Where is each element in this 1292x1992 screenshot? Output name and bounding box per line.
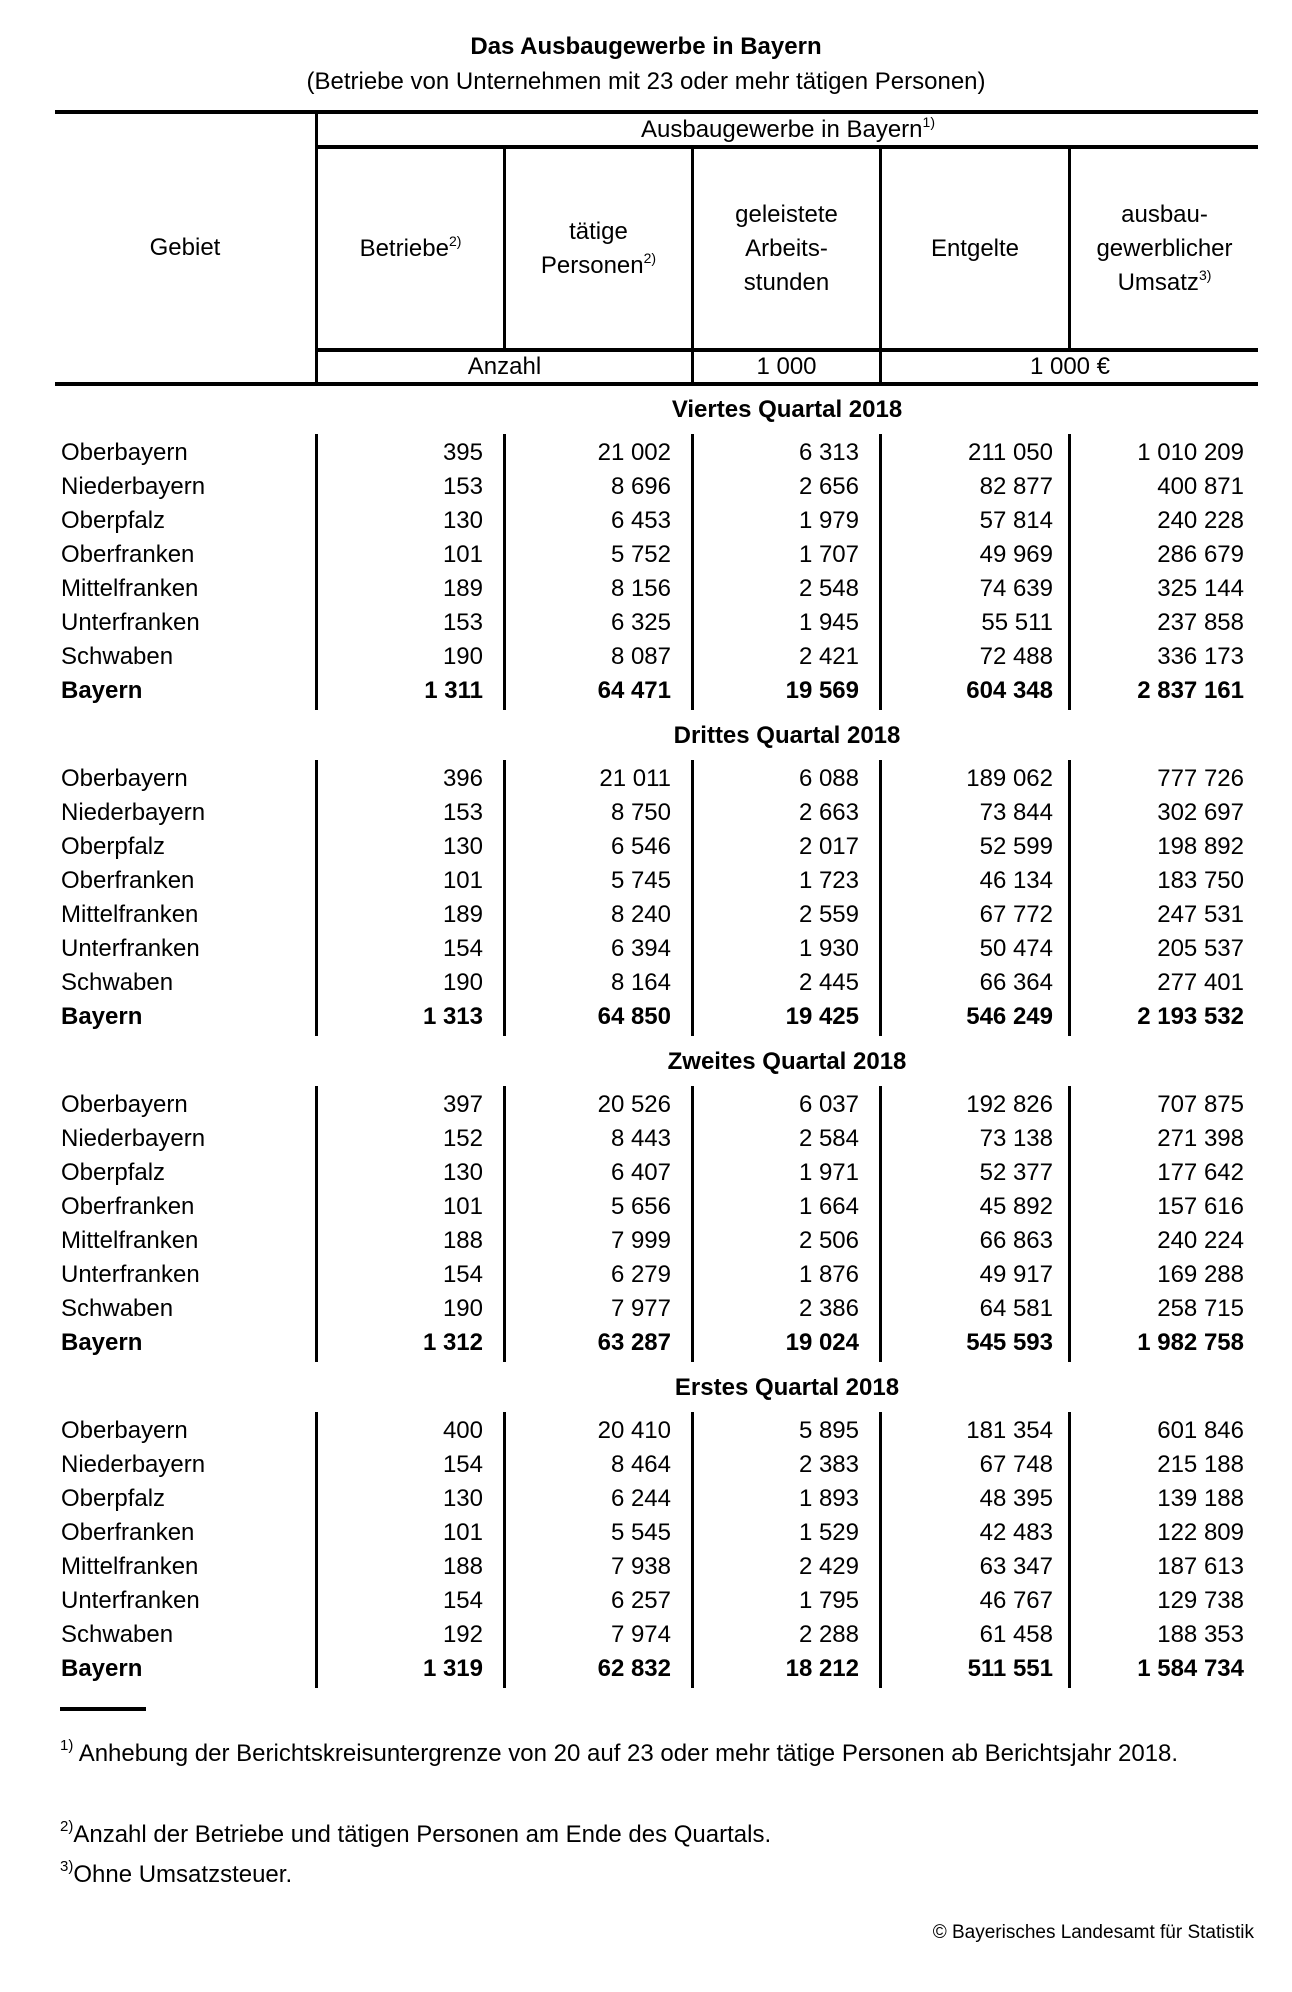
cell-value: 604 348 <box>966 677 1053 704</box>
cell-value: 396 <box>442 765 483 792</box>
cell-value: 1 312 <box>422 1329 483 1356</box>
cell-value: 336 173 <box>1157 643 1244 670</box>
cell-value: 82 877 <box>979 473 1053 500</box>
cell-value: 5 752 <box>610 541 671 568</box>
cell-value: 130 <box>442 1485 483 1512</box>
cell-value: 189 062 <box>966 765 1053 792</box>
cell-value: 8 750 <box>610 799 671 826</box>
footnote-2: $^{2)}$Anzahl der Betriebe und tätigen Personen am Ende des Quartals. <box>60 1818 772 1848</box>
cell-value: 240 228 <box>1157 507 1244 534</box>
cell-value: 8 696 <box>610 473 671 500</box>
cell-value: 1 664 <box>798 1193 859 1220</box>
cell-value: 188 <box>442 1227 483 1254</box>
cell-gebiet: Oberfranken <box>61 1193 195 1220</box>
cell-value: 190 <box>442 1295 483 1322</box>
cell-value: 247 531 <box>1157 901 1244 928</box>
cell-value: 8 464 <box>610 1451 671 1478</box>
cell-gebiet: Oberbayern <box>61 439 188 466</box>
table-row <box>0 1414 1292 1448</box>
page-title: Das Ausbaugewerbe in Bayern <box>470 33 822 60</box>
cell-gebiet: Niederbayern <box>61 1125 206 1152</box>
cell-gebiet: Bayern <box>61 677 143 704</box>
unit-1000: 1 000 <box>756 353 817 380</box>
cell-value: 192 826 <box>966 1091 1053 1118</box>
cell-value: 72 488 <box>979 643 1053 670</box>
cell-value: 5 745 <box>610 867 671 894</box>
cell-value: 192 <box>442 1621 483 1648</box>
cell-value: 7 977 <box>610 1295 671 1322</box>
table-row <box>0 898 1292 932</box>
table-row <box>0 830 1292 864</box>
cell-value: 6 546 <box>610 833 671 860</box>
cell-value: 8 164 <box>610 969 671 996</box>
cell-value: 5 656 <box>610 1193 671 1220</box>
cell-value: 21 002 <box>597 439 671 466</box>
page-subtitle: (Betriebe von Unternehmen mit 23 oder mehr tätigen Personen) <box>306 68 986 95</box>
cell-value: 2 288 <box>798 1621 859 1648</box>
table-row <box>0 538 1292 572</box>
cell-gebiet: Schwaben <box>61 969 174 996</box>
cell-gebiet: Schwaben <box>61 1621 174 1648</box>
cell-value: 189 <box>442 575 483 602</box>
cell-value: 6 037 <box>798 1091 859 1118</box>
cell-value: 1 723 <box>798 867 859 894</box>
table-row <box>0 1448 1292 1482</box>
cell-value: 1 876 <box>798 1261 859 1288</box>
cell-value: 130 <box>442 833 483 860</box>
cell-value: 122 809 <box>1157 1519 1244 1546</box>
cell-value: 20 526 <box>597 1091 671 1118</box>
cell-value: 1 707 <box>798 541 859 568</box>
table-row <box>0 1156 1292 1190</box>
cell-value: 177 642 <box>1157 1159 1244 1186</box>
cell-value: 50 474 <box>979 935 1053 962</box>
cell-value: 157 616 <box>1157 1193 1244 1220</box>
table-row <box>0 796 1292 830</box>
cell-value: 258 715 <box>1157 1295 1244 1322</box>
copyright: © Bayerisches Landesamt für Statistik <box>932 1922 1254 1943</box>
cell-gebiet: Unterfranken <box>61 609 200 636</box>
cell-value: 8 443 <box>610 1125 671 1152</box>
cell-value: 325 144 <box>1157 575 1244 602</box>
cell-value: 153 <box>442 609 483 636</box>
header-gebiet: Gebiet <box>149 234 221 261</box>
cell-value: 5 545 <box>610 1519 671 1546</box>
cell-gebiet: Oberfranken <box>61 1519 195 1546</box>
table-row <box>0 470 1292 504</box>
cell-gebiet: Oberbayern <box>61 765 188 792</box>
cell-gebiet: Oberpfalz <box>61 507 166 534</box>
header-group: Ausbaugewerbe in Bayern$^{1)}$ <box>641 113 935 143</box>
cell-value: 198 892 <box>1157 833 1244 860</box>
cell-value: 6 088 <box>798 765 859 792</box>
cell-gebiet: Oberpfalz <box>61 1485 166 1512</box>
table-row <box>0 1088 1292 1122</box>
cell-value: 66 364 <box>979 969 1053 996</box>
cell-value: 8 156 <box>610 575 671 602</box>
cell-value: 153 <box>442 473 483 500</box>
cell-value: 8 087 <box>610 643 671 670</box>
cell-value: 188 353 <box>1157 1621 1244 1648</box>
cell-value: 277 401 <box>1157 969 1244 996</box>
cell-value: 2 421 <box>798 643 859 670</box>
cell-value: 42 483 <box>979 1519 1053 1546</box>
cell-value: 5 895 <box>798 1417 859 1444</box>
table-row <box>0 1516 1292 1550</box>
cell-value: 546 249 <box>966 1003 1053 1030</box>
cell-gebiet: Oberbayern <box>61 1417 188 1444</box>
cell-gebiet: Mittelfranken <box>61 901 199 928</box>
table-row <box>0 1292 1292 1326</box>
cell-value: 183 750 <box>1157 867 1244 894</box>
table-row <box>0 966 1292 1000</box>
cell-value: 2 193 532 <box>1137 1003 1244 1030</box>
cell-gebiet: Niederbayern <box>61 799 206 826</box>
cell-gebiet: Mittelfranken <box>61 575 199 602</box>
table-row <box>0 1224 1292 1258</box>
cell-value: 1 311 <box>424 677 483 704</box>
cell-value: 211 050 <box>968 439 1053 466</box>
cell-value: 18 212 <box>785 1655 859 1682</box>
cell-value: 1 982 758 <box>1137 1329 1244 1356</box>
cell-value: 67 772 <box>979 901 1053 928</box>
cell-value: 61 458 <box>979 1621 1053 1648</box>
cell-value: 2 559 <box>798 901 859 928</box>
cell-gebiet: Niederbayern <box>61 1451 206 1478</box>
cell-value: 101 <box>442 1519 483 1546</box>
cell-gebiet: Bayern <box>61 1003 143 1030</box>
cell-gebiet: Mittelfranken <box>61 1227 199 1254</box>
cell-value: 19 425 <box>785 1003 859 1030</box>
cell-value: 2 548 <box>798 575 859 602</box>
cell-value: 188 <box>442 1553 483 1580</box>
unit-1000-euro: 1 000 € <box>1029 353 1111 380</box>
cell-value: 6 244 <box>610 1485 671 1512</box>
cell-value: 73 138 <box>979 1125 1053 1152</box>
cell-gebiet: Oberbayern <box>61 1091 188 1118</box>
cell-gebiet: Unterfranken <box>61 935 200 962</box>
cell-value: 1 319 <box>422 1655 483 1682</box>
cell-value: 511 551 <box>967 1655 1053 1682</box>
cell-value: 2 383 <box>798 1451 859 1478</box>
cell-value: 545 593 <box>966 1329 1053 1356</box>
cell-value: 2 429 <box>798 1553 859 1580</box>
cell-gebiet: Niederbayern <box>61 473 206 500</box>
cell-value: 101 <box>442 541 483 568</box>
cell-value: 153 <box>442 799 483 826</box>
cell-value: 6 313 <box>798 439 859 466</box>
cell-value: 49 917 <box>979 1261 1053 1288</box>
cell-value: 101 <box>442 867 483 894</box>
cell-value: 205 537 <box>1157 935 1244 962</box>
section-title: Zweites Quartal 2018 <box>667 1048 907 1075</box>
section-title: Drittes Quartal 2018 <box>673 722 901 749</box>
cell-gebiet: Schwaben <box>61 1295 174 1322</box>
cell-gebiet: Schwaben <box>61 643 174 670</box>
cell-value: 190 <box>442 969 483 996</box>
cell-value: 152 <box>442 1125 483 1152</box>
cell-value: 46 767 <box>979 1587 1053 1614</box>
cell-value: 1 529 <box>798 1519 859 1546</box>
cell-value: 400 <box>442 1417 483 1444</box>
cell-value: 57 814 <box>979 507 1053 534</box>
cell-value: 64 471 <box>597 677 671 704</box>
cell-value: 6 453 <box>610 507 671 534</box>
cell-value: 48 395 <box>979 1485 1053 1512</box>
table-row <box>0 1550 1292 1584</box>
table-row-total <box>0 1326 1292 1360</box>
cell-value: 19 024 <box>785 1329 859 1356</box>
table-row-total <box>0 1652 1292 1686</box>
table-row <box>0 1122 1292 1156</box>
cell-gebiet: Bayern <box>61 1655 143 1682</box>
cell-value: 66 863 <box>979 1227 1053 1254</box>
cell-gebiet: Oberpfalz <box>61 1159 166 1186</box>
cell-gebiet: Oberfranken <box>61 867 195 894</box>
cell-value: 64 850 <box>597 1003 671 1030</box>
header-umsatz: ausbau- gewerblicher Umsatz$^{3)}$ <box>1096 200 1233 296</box>
unit-anzahl: Anzahl <box>467 353 542 380</box>
cell-gebiet: Oberfranken <box>61 541 195 568</box>
cell-value: 2 663 <box>798 799 859 826</box>
cell-value: 181 354 <box>966 1417 1053 1444</box>
cell-value: 21 011 <box>599 765 671 792</box>
cell-value: 1 010 209 <box>1137 439 1244 466</box>
cell-value: 1 979 <box>798 507 859 534</box>
footnote-rule <box>60 1707 146 1711</box>
cell-value: 64 581 <box>979 1295 1053 1322</box>
cell-value: 400 871 <box>1157 473 1244 500</box>
cell-value: 74 639 <box>979 575 1053 602</box>
cell-value: 1 313 <box>422 1003 483 1030</box>
cell-value: 777 726 <box>1157 765 1244 792</box>
cell-value: 286 679 <box>1157 541 1244 568</box>
cell-value: 7 974 <box>610 1621 671 1648</box>
cell-value: 62 832 <box>597 1655 671 1682</box>
cell-value: 1 971 <box>798 1159 859 1186</box>
cell-value: 55 511 <box>981 609 1053 636</box>
table-row <box>0 932 1292 966</box>
table-row <box>0 504 1292 538</box>
cell-gebiet: Bayern <box>61 1329 143 1356</box>
cell-value: 271 398 <box>1157 1125 1244 1152</box>
cell-value: 2 837 161 <box>1137 677 1244 704</box>
cell-value: 130 <box>442 507 483 534</box>
cell-value: 1 930 <box>798 935 859 962</box>
section-title: Erstes Quartal 2018 <box>674 1374 900 1401</box>
cell-value: 6 279 <box>610 1261 671 1288</box>
cell-value: 45 892 <box>979 1193 1053 1220</box>
cell-value: 8 240 <box>610 901 671 928</box>
cell-value: 1 945 <box>798 609 859 636</box>
cell-value: 49 969 <box>979 541 1053 568</box>
cell-value: 189 <box>442 901 483 928</box>
header-arbeitsstunden: geleistete Arbeits- stunden <box>735 200 838 296</box>
table-row <box>0 762 1292 796</box>
table-row <box>0 436 1292 470</box>
cell-value: 6 257 <box>610 1587 671 1614</box>
table-row <box>0 1618 1292 1652</box>
cell-value: 52 599 <box>979 833 1053 860</box>
header-taetige-personen: tätige Personen$^{2)}$ <box>540 217 657 279</box>
cell-value: 6 407 <box>610 1159 671 1186</box>
cell-value: 237 858 <box>1157 609 1244 636</box>
cell-value: 601 846 <box>1157 1417 1244 1444</box>
cell-value: 2 386 <box>798 1295 859 1322</box>
cell-gebiet: Unterfranken <box>61 1261 200 1288</box>
cell-value: 154 <box>442 1261 483 1288</box>
table-row-total <box>0 1000 1292 1034</box>
cell-value: 19 569 <box>785 677 859 704</box>
header-entgelte: Entgelte <box>930 234 1020 262</box>
cell-gebiet: Mittelfranken <box>61 1553 199 1580</box>
cell-value: 1 584 734 <box>1137 1655 1244 1682</box>
cell-value: 6 325 <box>610 609 671 636</box>
cell-value: 302 697 <box>1157 799 1244 826</box>
cell-value: 707 875 <box>1157 1091 1244 1118</box>
footnote-1: $^{1)}$ Anhebung der Berichtskreisuntergrenze von 20 auf 23 oder mehr tätige Personen ab Berichtsjahr 2018. <box>60 1737 1179 1767</box>
section-title: Viertes Quartal 2018 <box>671 396 903 423</box>
cell-value: 7 938 <box>610 1553 671 1580</box>
cell-value: 395 <box>442 439 483 466</box>
cell-value: 52 377 <box>979 1159 1053 1186</box>
table-row <box>0 1482 1292 1516</box>
cell-value: 46 134 <box>979 867 1053 894</box>
table-row <box>0 572 1292 606</box>
table-row <box>0 640 1292 674</box>
cell-value: 154 <box>442 935 483 962</box>
cell-value: 2 584 <box>798 1125 859 1152</box>
cell-gebiet: Unterfranken <box>61 1587 200 1614</box>
cell-gebiet: Oberpfalz <box>61 833 166 860</box>
table-row <box>0 606 1292 640</box>
cell-value: 2 017 <box>798 833 859 860</box>
table-row-total <box>0 674 1292 708</box>
cell-value: 73 844 <box>979 799 1053 826</box>
cell-value: 1 795 <box>798 1587 859 1614</box>
footnote-3: $^{3)}$Ohne Umsatzsteuer. <box>60 1858 293 1888</box>
cell-value: 240 224 <box>1157 1227 1244 1254</box>
cell-value: 130 <box>442 1159 483 1186</box>
cell-value: 2 656 <box>798 473 859 500</box>
cell-value: 187 613 <box>1157 1553 1244 1580</box>
cell-value: 67 748 <box>979 1451 1053 1478</box>
cell-value: 169 288 <box>1157 1261 1244 1288</box>
cell-value: 397 <box>442 1091 483 1118</box>
cell-value: 6 394 <box>610 935 671 962</box>
cell-value: 2 445 <box>798 969 859 996</box>
header-betriebe: Betriebe$^{2)}$ <box>359 232 462 262</box>
cell-value: 154 <box>442 1587 483 1614</box>
cell-value: 215 188 <box>1157 1451 1244 1478</box>
cell-value: 7 999 <box>610 1227 671 1254</box>
cell-value: 190 <box>442 643 483 670</box>
cell-value: 2 506 <box>798 1227 859 1254</box>
table-row <box>0 1190 1292 1224</box>
table-row <box>0 1258 1292 1292</box>
cell-value: 1 893 <box>798 1485 859 1512</box>
cell-value: 63 287 <box>597 1329 671 1356</box>
table-row <box>0 864 1292 898</box>
cell-value: 101 <box>442 1193 483 1220</box>
cell-value: 63 347 <box>979 1553 1053 1580</box>
cell-value: 129 738 <box>1157 1587 1244 1614</box>
cell-value: 139 188 <box>1157 1485 1244 1512</box>
cell-value: 154 <box>442 1451 483 1478</box>
cell-value: 20 410 <box>597 1417 671 1444</box>
table-row <box>0 1584 1292 1618</box>
